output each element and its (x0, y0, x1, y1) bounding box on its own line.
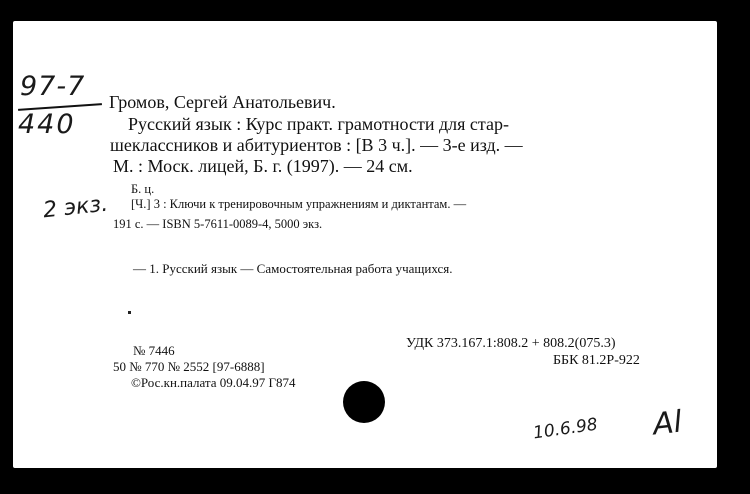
ink-dot (128, 311, 131, 314)
title-line-2: шеклассников и абитуриентов : [В 3 ч.]. — 3-е изд. — (110, 135, 523, 155)
book-chamber-stamp: ©Рос.кн.палата 09.04.97 Г874 (131, 375, 296, 390)
shelf-mark-bottom: 440 (18, 109, 76, 140)
volume-note: [Ч.] 3 : Ключи к тренировочным упражнениям и диктантам. — (131, 197, 467, 211)
bbk-code: ББК 81.2Р-922 (553, 353, 640, 368)
title-line-1: Русский язык : Курс практ. грамотности для стар- (128, 114, 509, 134)
handwritten-signature: Al (651, 404, 684, 443)
record-numbers-line: 50 № 770 № 2552 [97-6888] (113, 359, 265, 374)
subject-heading: — 1. Русский язык — Самостоятельная работа учащихся. (133, 261, 453, 276)
title-line-3: М. : Моск. лицей, Б. г. (1997). — 24 см. (113, 156, 413, 176)
punch-hole (343, 381, 385, 423)
catalog-card (13, 21, 717, 468)
price-note: Б. ц. (131, 182, 155, 196)
shelf-mark-top: 97-7 (20, 71, 86, 102)
handwritten-date: 10.6.98 (531, 414, 599, 444)
udk-code: УДК 373.167.1:808.2 + 808.2(075.3) (406, 336, 616, 351)
pages-isbn: 191 с. — ISBN 5-7611-0089-4, 5000 экз. (113, 217, 323, 231)
record-number: № 7446 (133, 343, 175, 358)
author-heading: Громов, Сергей Анатольевич. (109, 92, 336, 112)
handwritten-copies-note: 2 экз. (41, 191, 110, 224)
